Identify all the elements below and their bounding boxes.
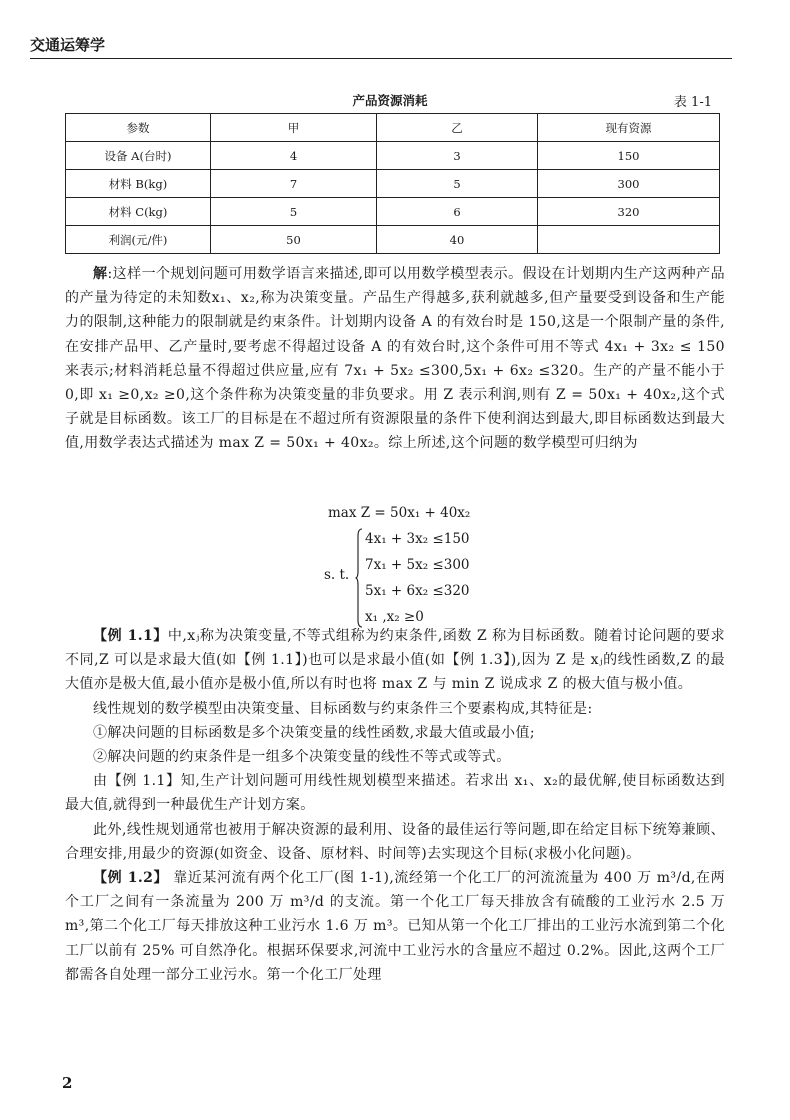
running-header: 交通运筹学: [30, 36, 106, 54]
table-cell: 5: [211, 198, 377, 226]
paragraph-text: 中,xⱼ称为决策变量,不等式组称为约束条件,函数 Z 称为目标函数。随着讨论问题的要求不同,Z 可以是求最大值(如【例 1.1】)也可以是求最小值(如【例 1.3】),因为 Z 是 xⱼ的线性函数,Z 的最大值亦是极大值,最小值亦是极小值,所以有时也将 max Z 与 min Z 说成求 Z 的极大值与极小值。: [65, 628, 725, 693]
table-cell: 50: [211, 226, 377, 254]
paragraph-text: ①解决问题的目标函数是多个决策变量的线性函数,求最大值或最小值;: [93, 724, 535, 741]
table-cell: 6: [377, 198, 538, 226]
table-row: [66, 142, 720, 170]
table-cell: 材料 B(kg): [66, 170, 211, 198]
paragraph-text: 靠近某河流有两个化工厂(图 1-1),流经第一个化工厂的河流流量为 400 万 m³/d,在两个工厂之间有一条流量为 200 万 m³/d 的支流。第一个化工厂每天排放含有硫酸的工业污水 2.5 万 m³,第二个化工厂每天排放这种工业污水 1.6 万 m³。已知从第一个化工厂排出的工业污水流到第二个化工厂以前有 25% 可自然净化。根据环保要求,河流中工业污水的含量应不超过 0.2%。因此,这两个工厂都需各自处理一部分工业污水。第一个化工厂处理: [65, 870, 726, 983]
paragraph: [65, 721, 725, 745]
constraint-list: [365, 526, 470, 630]
constraint-brace: [355, 528, 363, 628]
table-row: [66, 170, 720, 198]
paragraph: [65, 769, 725, 817]
table-header-cell: 乙: [377, 114, 538, 142]
table-header-row: [66, 114, 720, 142]
constraint: x₁ ,x₂ ≥0: [365, 609, 424, 625]
subject-to-label: s. t.: [324, 567, 350, 583]
table-cell: 40: [377, 226, 538, 254]
page-number: 2: [62, 1074, 73, 1092]
table-cell: 7: [211, 170, 377, 198]
paragraph-text: 此外,线性规划通常也被用于解决资源的最利用、设备的最佳运行等问题,即在给定目标下统筹兼顾、合理安排,用最少的资源(如资金、设备、原材料、时间等)去实现这个目标(求极小化问题)。: [65, 821, 725, 862]
constraint: 5x₁ + 6x₂ ≤320: [365, 583, 470, 599]
table-row: [66, 226, 720, 254]
resource-table: [65, 113, 720, 254]
table-header-cell: 现有资源: [538, 114, 720, 142]
paragraph: [65, 697, 725, 721]
table-cell: 利润(元/件): [66, 226, 211, 254]
paragraph-text: ②解决问题的约束条件是一组多个决策变量的线性不等式或等式。: [93, 749, 511, 766]
table-header-cell: 甲: [211, 114, 377, 142]
table-cell: 300: [538, 170, 720, 198]
paragraph: [65, 745, 725, 769]
table-cell: [538, 226, 720, 254]
table-cell: 150: [538, 142, 720, 170]
table-cell: 4: [211, 142, 377, 170]
table-number: 表 1-1: [673, 95, 712, 110]
paragraph-text: 由【例 1.1】知,生产计划问题可用线性规划模型来描述。若求出 x₁、x₂的最优解,使目标函数达到最大值,就得到一种最优生产计划方案。: [65, 773, 725, 814]
table-cell: 5: [377, 170, 538, 198]
body-text: [65, 624, 725, 987]
table-cell: 3: [377, 142, 538, 170]
math-model: [320, 500, 471, 625]
example-ref: 【例 1.2】: [93, 870, 169, 887]
example-ref: 【例 1.1】: [93, 628, 168, 644]
paragraph: [65, 624, 725, 697]
solution-lead: 解: [93, 266, 108, 282]
solution-paragraph: [65, 262, 725, 456]
table-cell: 材料 C(kg): [66, 198, 211, 226]
table-cell: 320: [538, 198, 720, 226]
table-cell: 设备 A(台时): [66, 142, 211, 170]
table-header-cell: 参数: [66, 114, 211, 142]
objective-function: max Z = 50x₁ + 40x₂: [328, 505, 471, 521]
header-rule: [30, 58, 732, 59]
paragraph-text: 线性规划的数学模型由决策变量、目标函数与约束条件三个要素构成,其特征是:: [93, 700, 593, 717]
solution-text: :这样一个规划问题可用数学语言来描述,即可以用数学模型表示。假设在计划期内生产这两种产品的产量为待定的未知数x₁、x₂,称为决策变量。产品生产得越多,获利就越多,但产量要受到设备和生产能力的限制,这种能力的限制就是约束条件。计划期内设备 A 的有效台时是 150,这是一个限制产量的条件,在安排产品甲、乙产量时,要考虑不得超过设备 A 的有效台时,这个条件可用不等式 4x₁ + 3x₂ ≤ 150 来表示;材料消耗总量不得超过供应量,应有 7x₁ + 5x₂ ≤300,5x₁ + 6x₂ ≤320。生产的产量不能小于 0,即 x₁ ≥0,x₂ ≥0,这个条件称为决策变量的非负要求。用 Z 表示利润,则有 Z = 50x₁ + 40x₂,这个式子就是目标函数。该工厂的目标是在不超过所有资源限量的条件下使利润达到最大,即目标函数达到最大值,用数学表达式描述为 max Z = 50x₁ + 40x₂。综上所述,这个问题的数学模型可归纳为: [65, 266, 725, 452]
table-title: 产品资源消耗: [352, 93, 428, 108]
table-row: [66, 198, 720, 226]
constraint: 4x₁ + 3x₂ ≤150: [365, 531, 470, 547]
constraint: 7x₁ + 5x₂ ≤300: [365, 557, 470, 573]
paragraph: [65, 866, 725, 987]
paragraph: [65, 818, 725, 866]
